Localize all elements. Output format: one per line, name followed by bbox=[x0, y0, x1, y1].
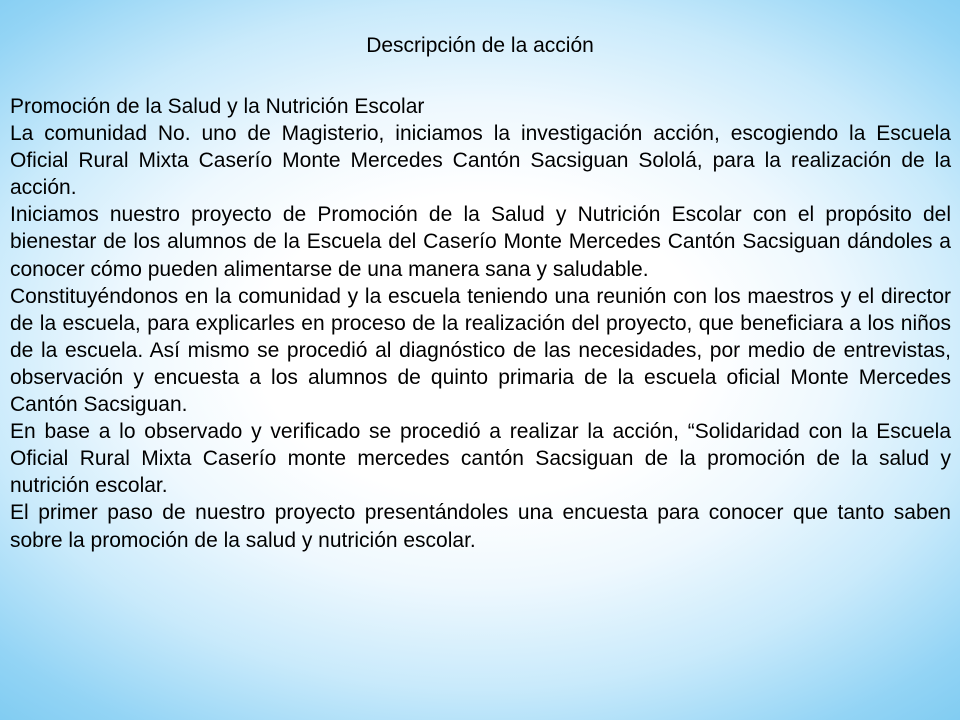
page-title: Descripción de la acción bbox=[366, 34, 594, 57]
paragraph-subtitle: Promoción de la Salud y la Nutrición Escolar bbox=[10, 95, 425, 118]
body-text bbox=[10, 93, 951, 554]
paragraph-action: En base a lo observado y verificado se procedió a realizar la acción, “Solidaridad con la Escuela Oficial Rural Mixta Caserío monte mercedes cantón Sacsiguan de la promoción de la salud y nutrición escolar. bbox=[10, 420, 951, 498]
paragraph-community: La comunidad No. uno de Magisterio, iniciamos la investigación acción, escogiendo la Escuela Oficial Rural Mixta Caserío Monte Mercedes Cantón Sacsiguan Sololá, para la realización de la acción. bbox=[10, 122, 951, 200]
paragraph-diagnosis: Constituyéndonos en la comunidad y la escuela teniendo una reunión con los maestros y el director de la escuela, para explicarles en proceso de la realización del proyecto, que beneficiara a los niños de la escuela. Así mismo se procedió al diagnóstico de las necesidades, por medio de entrevistas, observación y encuesta a los alumnos de quinto primaria de la escuela oficial Monte Mercedes Cantón Sacsiguan. bbox=[10, 284, 951, 417]
paragraph-project-start: Iniciamos nuestro proyecto de Promoción de la Salud y Nutrición Escolar con el propósito del bienestar de los alumnos de la Escuela del Caserío Monte Mercedes Cantón Sacsiguan dándoles a conocer cómo pueden alimentarse de una manera sana y saludable. bbox=[10, 203, 951, 281]
paragraph-first-step: El primer paso de nuestro proyecto presentándoles una encuesta para conocer que tanto saben sobre la promoción de la salud y nutrición escolar. bbox=[10, 501, 951, 552]
